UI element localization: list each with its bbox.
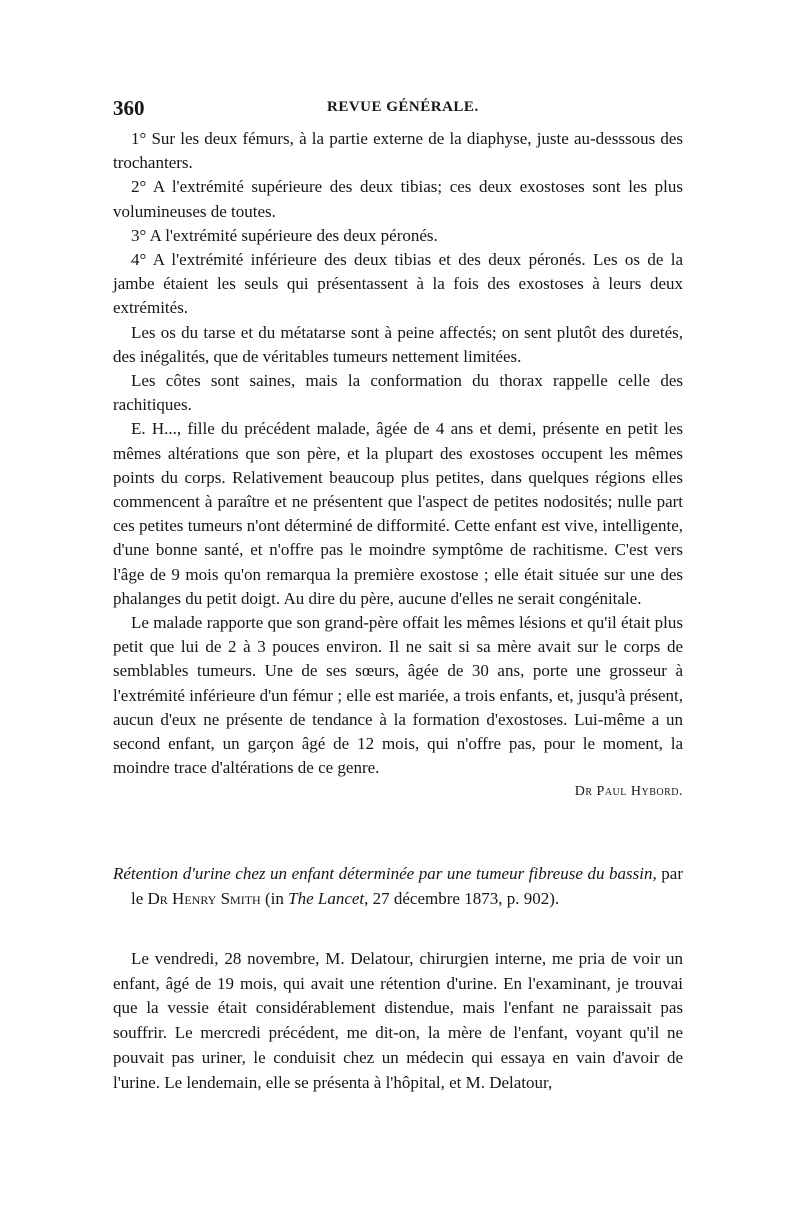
article-text — [113, 947, 683, 1095]
running-title: REVUE GÉNÉRALE. — [327, 99, 479, 115]
paragraph: 2° A l'extrémité supérieure des deux tibias; ces deux exostoses sont les plus volumineuses de toutes. — [113, 177, 683, 221]
paragraph: E. H..., fille du précédent malade, âgée de 4 ans et demi, présente en petit les mêmes altérations que son père, et la plupart des exostoses occupent les mêmes points du corps. Relativement beaucoup plus petites, dans quelques régions elles commencent à paraître et ne présentent que l'aspect de petites nodosités; nulle part ces petites tumeurs n'ont déterminé de difformité. Cette enfant est vive, intelligente, d'une bonne santé, et n'offre pas le moindre symptôme de rachitisme. C'est vers l'âge de 9 mois qu'on remarqua la première exostose ; elle était située sur une des phalanges du petit doigt. Au dire du père, aucune d'elles ne serait congénitale. — [113, 419, 683, 608]
journal-name: The Lancet, — [288, 888, 369, 908]
article-by: par le — [131, 864, 683, 908]
article-title: Rétention d'urine chez un enfant déterminée par une tumeur fibreuse du bassin, — [113, 864, 657, 883]
paragraph: 3° A l'extrémité supérieure des deux péronés. — [131, 225, 438, 245]
page-header — [113, 96, 683, 122]
article-citation: 27 décembre 1873, p. 902). — [372, 888, 560, 908]
author-signature: Dr Paul Hybord. — [574, 784, 683, 800]
paragraph: Les côtes sont saines, mais la conformation du thorax rappelle celle des rachitiques. — [113, 371, 683, 415]
paragraph: Le malade rapporte que son grand-père offait les mêmes lésions et qu'il était plus petit que lui de 2 à 3 pouces environ. Il ne sait si sa mère avait sur le corps de semblables tumeurs. Une de ses sœurs, âgée de 30 ans, porte une grosseur à l'extrémité inférieure d'un fémur ; elle est mariée, a trois enfants, et, jusqu'à présent, aucun d'eux ne présente de tendance à la formation d'exostoses. Lui-même a un second enfant, un garçon âgé de 12 mois, qui n'offre pas, pour le moment, la moindre trace d'altérations de ce genre. — [113, 613, 683, 778]
paragraph: 4° A l'extrémité inférieure des deux tibias et des deux péronés. Les os de la jambe étaient les seuls qui présentassent à la fois des exostoses à leurs deux extrémités. — [113, 250, 683, 318]
paragraph: Les os du tarse et du métatarse sont à peine affectés; on sent plutôt des duretés, des inégalités, que de véritables tumeurs nettement limitées. — [113, 322, 683, 366]
article-author: Dr Henry Smith — [147, 888, 261, 908]
page-number: 360 — [113, 96, 145, 120]
paragraph: 1° Sur les deux fémurs, à la partie externe de la diaphyse, juste au-desssous des trochanters. — [113, 129, 683, 173]
paragraph: Le vendredi, 28 novembre, M. Delatour, chirurgien interne, me pria de voir un enfant, âgé de 19 mois, qui avait une rétention d'urine. En l'examinant, je trouvai que la vessie était considérablement distendue, mais l'enfant ne paraissait pas souffrir. Le mercredi précédent, me dit-on, la mère de l'enfant, voyant qu'il ne pouvait pas uriner, le conduisit chez un médecin qui essaya en vain d'avoir de l'urine. Le lendemain, elle se présenta à l'hôpital, et M. Delatour, — [113, 949, 683, 1092]
article-heading — [113, 862, 683, 911]
article-in: (in — [264, 888, 284, 908]
case-report-text — [113, 127, 683, 805]
